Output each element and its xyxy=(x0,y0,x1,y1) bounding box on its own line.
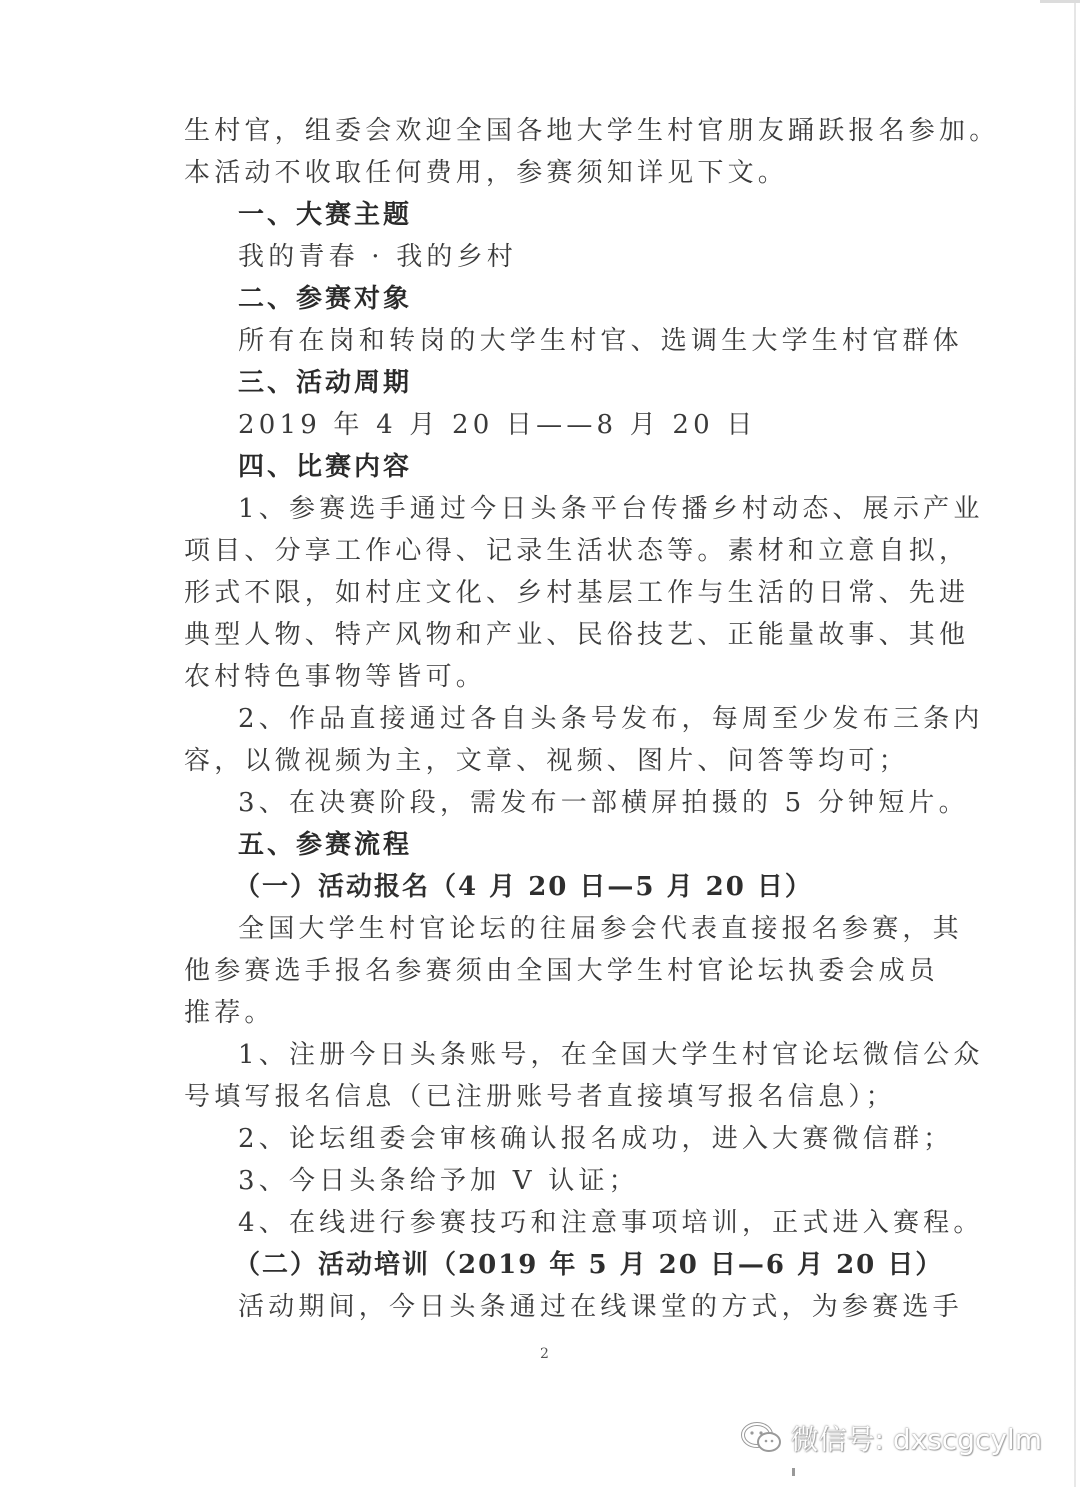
paragraph-line: 3、在决赛阶段，需发布一部横屏拍摄的 5 分钟短片。 xyxy=(238,788,969,818)
paragraph-line: 所有在岗和转岗的大学生村官、选调生大学生村官群体 xyxy=(238,326,963,356)
paragraph-line: 1、注册今日头条账号，在全国大学生村官论坛微信公众 xyxy=(238,1040,984,1070)
paragraph-line: 典型人物、特产风物和产业、民俗技艺、正能量故事、其他 xyxy=(184,620,970,650)
document-body xyxy=(184,110,1000,1328)
paragraph-line: 活动期间，今日头条通过在线课堂的方式，为参赛选手 xyxy=(238,1292,963,1322)
paragraph-line: 形式不限，如村庄文化、乡村基层工作与生活的日常、先进 xyxy=(184,578,970,608)
section-heading: 三、活动周期 xyxy=(238,368,413,398)
paragraph-line: 2019 年 4 月 20 日——8 月 20 日 xyxy=(238,410,757,440)
paragraph-line: 号填写报名信息（已注册账号者直接填写报名信息）； xyxy=(184,1082,896,1112)
paragraph-line: 1、参赛选手通过今日头条平台传播乡村动态、展示产业 xyxy=(238,494,984,524)
paragraph-line: 本活动不收取任何费用，参赛须知详见下文。 xyxy=(184,158,789,188)
section-heading: 二、参赛对象 xyxy=(238,284,413,314)
section-heading: 四、比赛内容 xyxy=(238,452,413,482)
paragraph-line: 项目、分享工作心得、记录生活状态等。素材和立意自拟， xyxy=(184,536,970,566)
section-heading: 一、大赛主题 xyxy=(238,200,413,230)
paragraph-line: 推荐。 xyxy=(184,998,275,1028)
paragraph-line: 农村特色事物等皆可。 xyxy=(184,662,487,692)
subsection-heading: （一）活动报名（4 月 20 日—5 月 20 日） xyxy=(234,872,813,902)
paragraph-line: 我的青春 · 我的乡村 xyxy=(238,242,517,272)
scan-edge xyxy=(1074,0,1076,1487)
section-heading: 五、参赛流程 xyxy=(238,830,413,860)
paragraph-line: 3、今日头条给予加 V 认证； xyxy=(238,1166,639,1196)
paragraph-line: 2、论坛组委会审核确认报名成功，进入大赛微信群； xyxy=(238,1124,954,1154)
paragraph-line: 2、作品直接通过各自头条号发布，每周至少发布三条内 xyxy=(238,704,984,734)
paragraph-line: 容，以微视频为主，文章、视频、图片、问答等均可； xyxy=(184,746,909,776)
scan-edge-top xyxy=(1040,0,1080,3)
subsection-heading: （二）活动培训（2019 年 5 月 20 日—6 月 20 日） xyxy=(234,1250,944,1280)
paragraph-line: 4、在线进行参赛技巧和注意事项培训，正式进入赛程。 xyxy=(238,1208,984,1238)
paragraph-line: 生村官，组委会欢迎全国各地大学生村官朋友踊跃报名参加。 xyxy=(184,116,1000,146)
watermark-text: 微信号: dxscgcylm xyxy=(790,1423,1042,1456)
wechat-icon xyxy=(741,1421,783,1455)
wechat-watermark xyxy=(741,1418,1042,1458)
page-number: 2 xyxy=(540,1346,549,1362)
paragraph-line: 他参赛选手报名参赛须由全国大学生村官论坛执委会成员 xyxy=(184,956,940,986)
paragraph-line: 全国大学生村官论坛的往届参会代表直接报名参赛，其 xyxy=(238,914,963,944)
scan-mark xyxy=(792,1468,795,1476)
